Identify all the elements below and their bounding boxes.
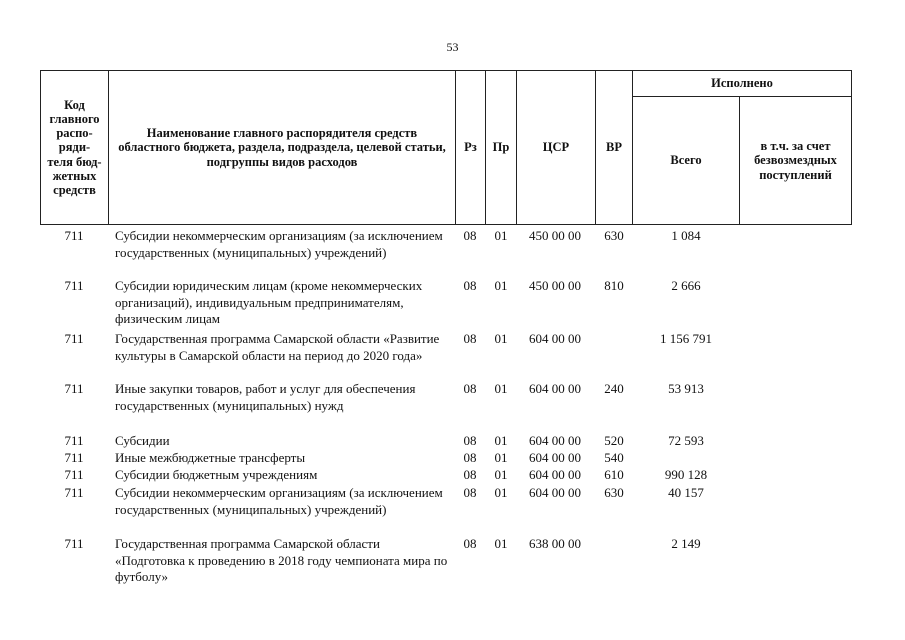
cell-csr: 450 00 00 (529, 228, 581, 243)
page-number: 53 (446, 40, 459, 54)
cell-pr: 01 (494, 485, 508, 500)
cell-name: Субсидии некоммерческим организациям (за исключением государственных (муниципальных) учреждений) (115, 228, 443, 260)
cell-name: Субсидии (115, 433, 170, 448)
cell-total: 53 913 (668, 381, 704, 396)
cell-rz: 08 (463, 331, 477, 346)
header-pr: Пр (485, 70, 517, 225)
cell-code: 711 (64, 278, 84, 293)
cell-total: 990 128 (664, 467, 708, 482)
header-executed: Исполнено (632, 70, 852, 97)
cell-pr: 01 (494, 228, 508, 243)
cell-total: 1 156 791 (660, 331, 712, 346)
header-vr: ВР (595, 70, 633, 225)
cell-name: Государственная программа Самарской области «Развитие культуры в Самарской области на период до 2020 года» (115, 331, 440, 363)
cell-name: Иные закупки товаров, работ и услуг для обеспечения государственных (муниципальных) нужд (115, 381, 416, 413)
cell-code: 711 (64, 381, 84, 396)
cell-code: 711 (64, 228, 84, 243)
cell-total: 2 149 (671, 536, 701, 551)
cell-pr: 01 (494, 331, 508, 346)
cell-pr: 01 (494, 381, 508, 396)
header-rz: Рз (455, 70, 486, 225)
cell-total: 1 084 (671, 228, 701, 243)
cell-vr: 630 (604, 228, 624, 243)
header-free: в т.ч. за счет безвозмездных поступлений (739, 96, 852, 225)
cell-pr: 01 (494, 536, 508, 551)
cell-vr: 630 (604, 485, 624, 500)
cell-name: Иные межбюджетные трансферты (115, 450, 306, 465)
cell-pr: 01 (494, 467, 508, 482)
cell-name: Государственная программа Самарской области «Подготовка к проведению в 2018 году чемпионата мира по футболу» (115, 536, 448, 584)
cell-total: 72 593 (668, 433, 704, 448)
cell-pr: 01 (494, 450, 508, 465)
cell-rz: 08 (463, 450, 477, 465)
header-code: Код главного распо-ряди-теля бюд-жетных средств (40, 70, 109, 225)
header-total: Всего (632, 96, 740, 225)
cell-code: 711 (64, 450, 84, 465)
cell-csr: 604 00 00 (529, 450, 581, 465)
cell-rz: 08 (463, 433, 477, 448)
header-name: Наименование главного распорядителя средств областного бюджета, раздела, подраздела, целевой статьи, подгруппы видов расходов (108, 70, 456, 225)
cell-csr: 604 00 00 (529, 331, 581, 346)
cell-csr: 604 00 00 (529, 485, 581, 500)
cell-csr: 604 00 00 (529, 433, 581, 448)
cell-vr: 540 (604, 450, 624, 465)
cell-vr: 610 (604, 467, 624, 482)
cell-code: 711 (64, 485, 84, 500)
cell-rz: 08 (463, 228, 477, 243)
cell-rz: 08 (463, 278, 477, 293)
cell-rz: 08 (463, 467, 477, 482)
cell-pr: 01 (494, 433, 508, 448)
cell-name: Субсидии некоммерческим организациям (за исключением государственных (муниципальных) учреждений) (115, 485, 443, 517)
cell-code: 711 (64, 536, 84, 551)
cell-vr: 810 (604, 278, 624, 293)
cell-name: Субсидии бюджетным учреждениям (115, 467, 318, 482)
cell-csr: 604 00 00 (529, 467, 581, 482)
cell-code: 711 (64, 467, 84, 482)
cell-name: Субсидии юридическим лицам (кроме некоммерческих организаций), индивидуальным предпринимателям, физическим лицам (115, 278, 423, 326)
cell-csr: 638 00 00 (529, 536, 581, 551)
header-csr: ЦСР (516, 70, 596, 225)
cell-csr: 450 00 00 (529, 278, 581, 293)
cell-code: 711 (64, 433, 84, 448)
cell-pr: 01 (494, 278, 508, 293)
cell-rz: 08 (463, 536, 477, 551)
cell-rz: 08 (463, 485, 477, 500)
cell-vr: 240 (604, 381, 624, 396)
cell-csr: 604 00 00 (529, 381, 581, 396)
cell-vr: 520 (604, 433, 624, 448)
cell-total: 2 666 (671, 278, 701, 293)
cell-code: 711 (64, 331, 84, 346)
cell-total: 40 157 (668, 485, 704, 500)
cell-rz: 08 (463, 381, 477, 396)
